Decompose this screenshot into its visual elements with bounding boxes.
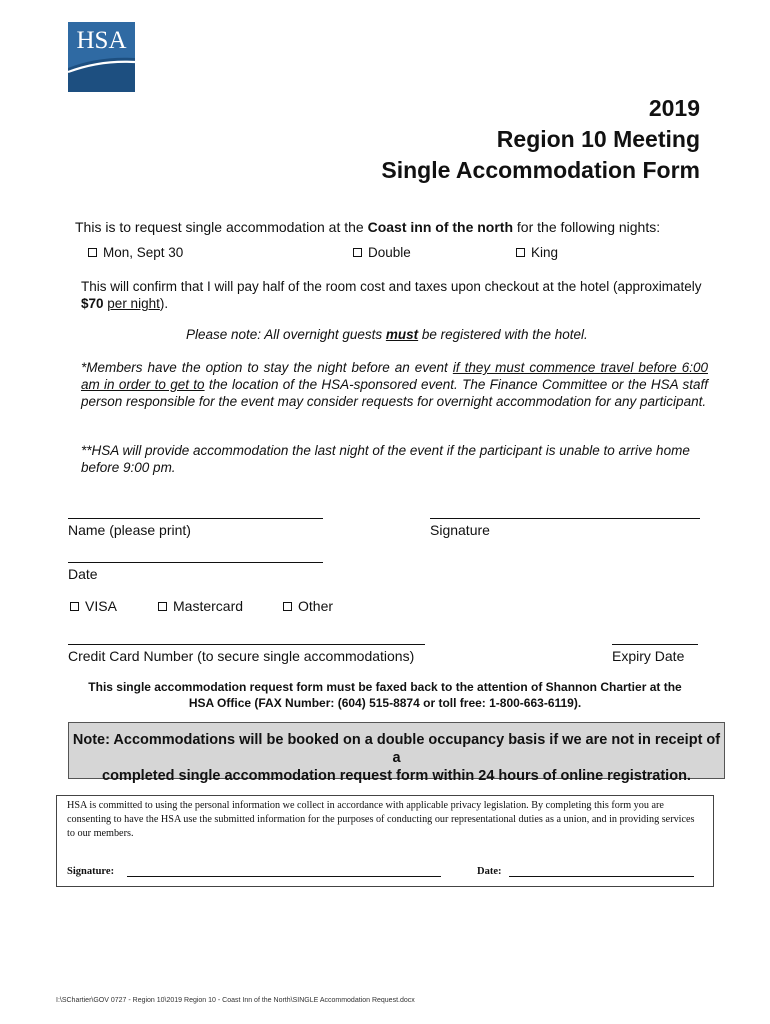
title-year: 2019 bbox=[648, 95, 700, 121]
fax-instructions: This single accommodation request form must be faxed back to the attention of Shannon Chartier at the HSA Office (FAX Number: (604) 515-8874 or toll free: 1-800-663-6119). bbox=[88, 680, 682, 710]
name-label: Name (please print) bbox=[68, 522, 191, 538]
date-label: Date bbox=[68, 566, 98, 582]
card-option-visa[interactable]: VISA bbox=[70, 598, 117, 615]
signature-label: Signature bbox=[430, 522, 490, 538]
title-form-name: Single Accommodation Form bbox=[381, 157, 700, 183]
last-night-paragraph: **HSA will provide accommodation the last night of the event if the participant is unable to arrive home before 9:00 pm. bbox=[81, 443, 690, 475]
file-path-footer: I:\SChartier\GOV 0727 - Region 10\2019 Region 10 - Coast Inn of the North\SINGLE Accommodation Request.docx bbox=[56, 997, 415, 1004]
option-double[interactable]: Double bbox=[353, 245, 411, 260]
privacy-signature: Signature: bbox=[67, 866, 115, 877]
option-king[interactable]: King bbox=[516, 245, 558, 260]
checkbox-icon[interactable] bbox=[88, 248, 97, 257]
privacy-date: Date: bbox=[477, 866, 502, 877]
expiry-line[interactable] bbox=[612, 644, 698, 645]
signature-line[interactable] bbox=[430, 518, 700, 519]
name-line[interactable] bbox=[68, 518, 323, 519]
title-meeting: Region 10 Meeting bbox=[496, 126, 700, 152]
card-number-line[interactable] bbox=[68, 644, 425, 645]
cost-amount: $70 bbox=[81, 296, 104, 311]
option-night[interactable]: Mon, Sept 30 bbox=[88, 245, 183, 260]
privacy-text: HSA is committed to using the personal information we collect in accordance with applicable privacy legislation. By completing this form you are consenting to have the HSA use the submitted information for the purposes of conducting our representational duties as a union, and in providing services to our members. bbox=[67, 800, 695, 839]
hsa-logo-graphic bbox=[68, 22, 135, 92]
card-option-mastercard[interactable]: Mastercard bbox=[158, 598, 243, 615]
booking-note-box: Note: Accommodations will be booked on a double occupancy basis if we are not in receipt of a completed single accommodation request form within 24 hours of online registration. bbox=[68, 722, 725, 779]
privacy-box bbox=[56, 795, 714, 887]
registration-note: Please note: All overnight guests must be registered with the hotel. bbox=[186, 327, 588, 342]
logo-text: HSA bbox=[76, 27, 127, 54]
checkbox-icon[interactable] bbox=[158, 602, 167, 611]
venue-name: Coast inn of the north bbox=[367, 219, 514, 235]
confirm-paragraph: This will confirm that I will pay half of the room cost and taxes upon checkout at the hotel (approximately $70 per night). bbox=[81, 279, 702, 311]
card-number-label: Credit Card Number (to secure single accommodations) bbox=[68, 648, 415, 664]
checkbox-icon[interactable] bbox=[353, 248, 362, 257]
date-line[interactable] bbox=[68, 562, 323, 563]
card-option-other[interactable]: Other bbox=[283, 598, 333, 615]
privacy-signature-line[interactable] bbox=[127, 876, 441, 877]
form-title bbox=[381, 93, 700, 186]
privacy-date-line[interactable] bbox=[509, 876, 694, 877]
intro-text: This is to request single accommodation at the Coast inn of the north for the following nights: bbox=[75, 219, 661, 235]
checkbox-icon[interactable] bbox=[70, 602, 79, 611]
members-paragraph: *Members have the option to stay the night before an event if they must commence travel before 6:00 am in order to get to the location of the HSA-sponsored event. The Finance Committee or the HSA staff person responsible for the event may consider requests for overnight accommodation for any participant. bbox=[81, 360, 708, 409]
hsa-logo bbox=[68, 22, 135, 92]
checkbox-icon[interactable] bbox=[283, 602, 292, 611]
checkbox-icon[interactable] bbox=[516, 248, 525, 257]
expiry-label: Expiry Date bbox=[612, 648, 685, 664]
